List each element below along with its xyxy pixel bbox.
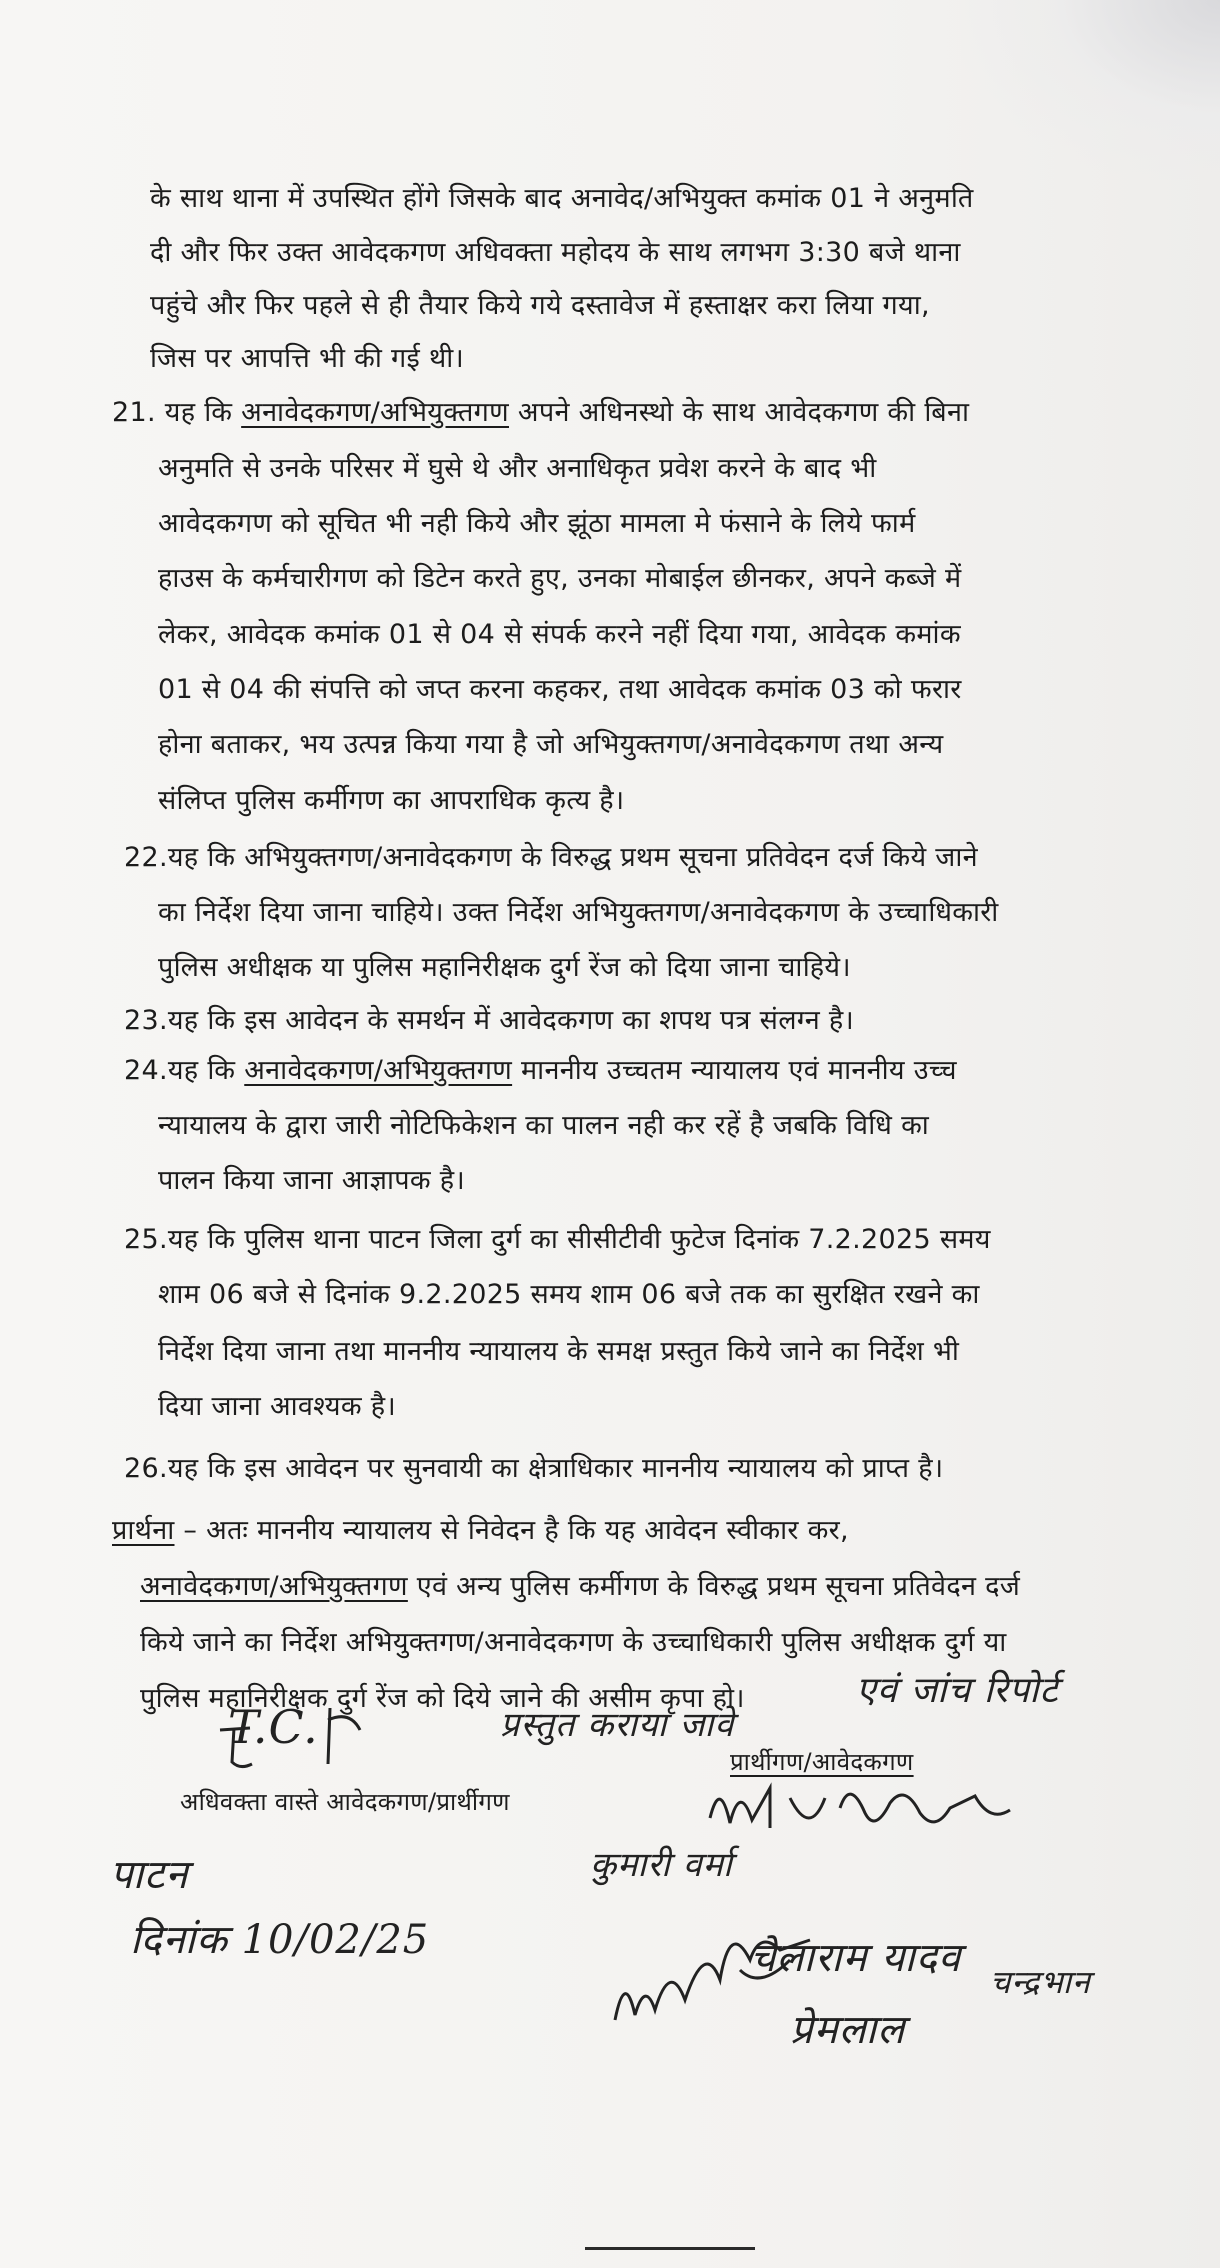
prayer-second-line: अनावेदकगण/अभियुक्तगण एवं अन्य पुलिस कर्मीगण के विरुद्ध प्रथम सूचना प्रतिवेदन दर्ज xyxy=(140,1571,1021,1602)
paragraph-22-line: का निर्देश दिया जाना चाहिये। उक्त निर्देश अभियुक्तगण/अनावेदकगण के उच्चाधिकारी xyxy=(158,897,999,928)
prayer-line: किये जाने का निर्देश अभियुक्तगण/अनावेदकगण के उच्चाधिकारी पुलिस अधीक्षक दुर्ग या xyxy=(140,1627,1007,1658)
handwritten-insert-below: प्रस्तुत कराया जावे xyxy=(500,1705,735,1745)
advocate-label: अधिवक्ता वास्ते आवेदकगण/प्रार्थीगण xyxy=(180,1788,510,1816)
paragraph-23-line: 23.यह कि इस आवेदन के समर्थन में आवेदकगण का शपथ पत्र संलग्न है। xyxy=(124,1005,855,1036)
paragraph-number: 21. xyxy=(112,397,156,428)
handwritten-date: दिनांक 10/02/25 xyxy=(130,1917,430,1963)
underlined-party-term: अनावेदकगण/अभियुक्तगण xyxy=(244,1055,513,1086)
intro-line: दी और फिर उक्त आवेदकगण अधिवक्ता महोदय के साथ लगभग 3:30 बजे थाना xyxy=(150,237,961,268)
prayer-label: प्रार्थना xyxy=(112,1515,175,1546)
paragraph-25-line: निर्देश दिया जाना तथा माननीय न्यायालय के समक्ष प्रस्तुत किये जाने का निर्देश भी xyxy=(158,1336,960,1367)
intro-line: के साथ थाना में उपस्थित होंगे जिसके बाद अनावेद/अभियुक्त कमांक 01 ने अनुमति xyxy=(150,183,974,214)
applicant-name-4: चन्द्रभान xyxy=(990,1963,1091,2001)
applicant-name-1: कुमारी वर्मा xyxy=(590,1845,733,1885)
applicant-name-3: प्रेमलाल xyxy=(790,2007,906,2053)
paragraph-24-line: पालन किया जाना आज्ञापक है। xyxy=(158,1165,465,1196)
handwritten-place: पाटन xyxy=(110,1852,189,1898)
paragraph-22-line: पुलिस अधीक्षक या पुलिस महानिरीक्षक दुर्ग रेंज को दिया जाना चाहिये। xyxy=(158,952,851,983)
paragraph-22-first-line: 22.यह कि अभियुक्तगण/अनावेदकगण के विरुद्ध प्रथम सूचना प्रतिवेदन दर्ज किये जाने xyxy=(124,842,978,873)
applicants-label: प्रार्थीगण/आवेदकगण xyxy=(730,1748,914,1776)
handwritten-insert-right: एवं जांच रिपोर्ट xyxy=(856,1670,1059,1711)
paragraph-21-line: 01 से 04 की संपत्ति को जप्त करना कहकर, तथा आवेदक कमांक 03 को फरार xyxy=(158,674,962,705)
paragraph-21-line: अनुमति से उनके परिसर में घुसे थे और अनाधिकृत प्रवेश करने के बाद भी xyxy=(158,453,877,484)
intro-line: जिस पर आपत्ति भी की गई थी। xyxy=(150,343,465,374)
underlined-party-term: अनावेदकगण/अभियुक्तगण xyxy=(241,397,509,428)
paragraph-24-first-line: 24.यह कि अनावेदकगण/अभियुक्तगण माननीय उच्चतम न्यायालय एवं माननीय उच्च xyxy=(124,1055,957,1086)
advocate-initials: T.C. xyxy=(228,1700,319,1754)
paragraph-25-first-line: 25.यह कि पुलिस थाना पाटन जिला दुर्ग का सीसीटीवी फुटेज दिनांक 7.2.2025 समय xyxy=(124,1224,991,1255)
paragraph-25-line: दिया जाना आवश्यक है। xyxy=(158,1391,396,1422)
prayer-first-line: प्रार्थना – अतः माननीय न्यायालय से निवेदन है कि यह आवेदन स्वीकार कर, xyxy=(112,1515,849,1546)
paragraph-21-line: हाउस के कर्मचारीगण को डिटेन करते हुए, उनका मोबाईल छीनकर, अपने कब्जे में xyxy=(158,563,962,594)
bottom-rule xyxy=(585,2247,755,2250)
paragraph-21-line: आवेदकगण को सूचित भी नही किये और झूंठा मामला मे फंसाने के लिये फार्म xyxy=(158,508,916,539)
prayer-line: पुलिस महानिरीक्षक दुर्ग रेंज को दिये जाने की असीम कृपा हो। xyxy=(140,1683,745,1714)
paragraph-25-line: शाम 06 बजे से दिनांक 9.2.2025 समय शाम 06 बजे तक का सुरक्षित रखने का xyxy=(158,1279,980,1310)
underlined-party-term: अनावेदकगण/अभियुक्तगण xyxy=(140,1571,408,1602)
paragraph-21-first-line: 21. यह कि अनावेदकगण/अभियुक्तगण अपने अधिनस्थो के साथ आवेदकगण की बिना xyxy=(112,397,970,428)
paragraph-26-line: 26.यह कि इस आवेदन पर सुनवायी का क्षेत्राधिकार माननीय न्यायालय को प्राप्त है। xyxy=(124,1453,944,1484)
applicant-name-2: चेलाराम यादव xyxy=(750,1935,962,1981)
intro-line: पहुंचे और फिर पहले से ही तैयार किये गये दस्तावेज में हस्ताक्षर करा लिया गया, xyxy=(150,290,930,321)
paragraph-21-line: लेकर, आवेदक कमांक 01 से 04 से संपर्क करने नहीं दिया गया, आवेदक कमांक xyxy=(158,619,961,650)
advocate-signature xyxy=(210,1690,380,1780)
paragraph-21-line: होना बताकर, भय उत्पन्न किया गया है जो अभियुक्तगण/अनावेदकगण तथा अन्य xyxy=(158,729,944,760)
paragraph-21-line: संलिप्त पुलिस कर्मीगण का आपराधिक कृत्य है। xyxy=(158,785,625,816)
applicant-signature-1 xyxy=(700,1768,1020,1848)
scan-shadow xyxy=(960,0,1220,180)
paragraph-24-line: न्यायालय के द्वारा जारी नोटिफिकेशन का पालन नही कर रहें है जबकि विधि का xyxy=(158,1110,930,1141)
